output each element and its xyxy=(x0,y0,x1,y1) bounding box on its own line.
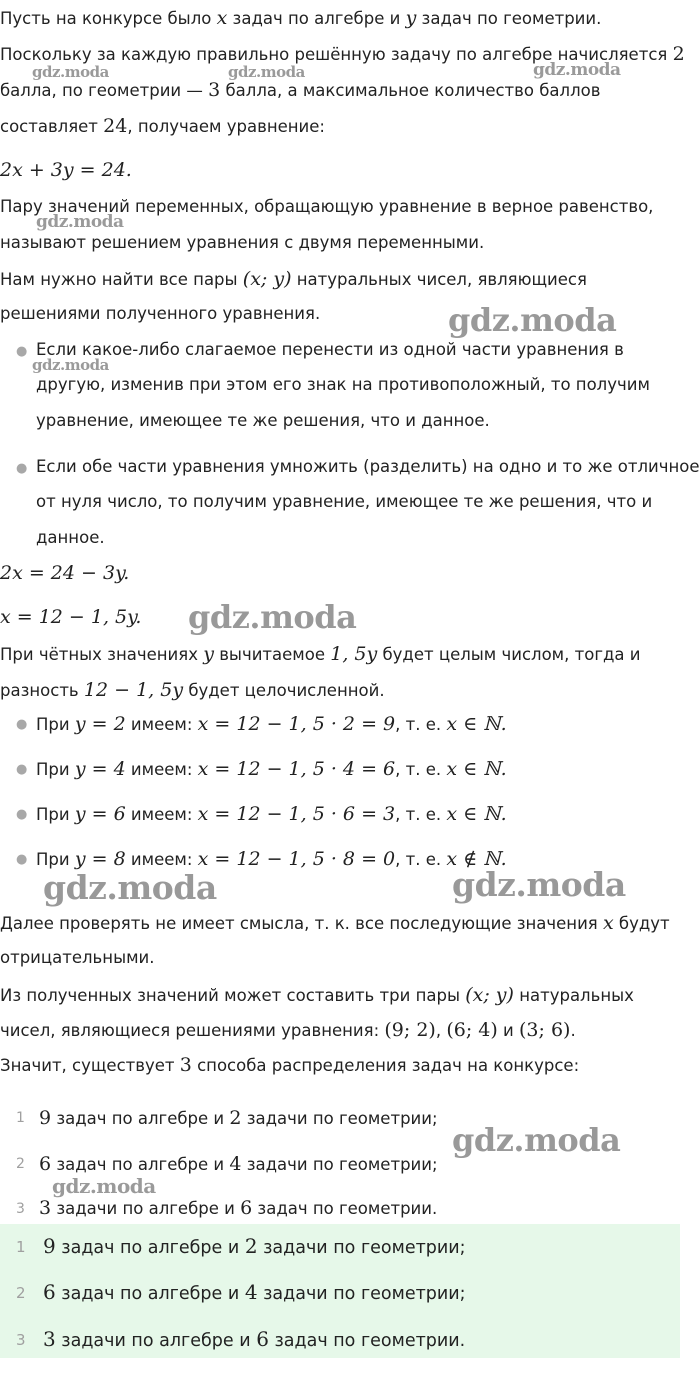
equation-main: 2x + 3y = 24. xyxy=(0,159,132,181)
intro-line-2: Поскольку за каждую правильно решённую задачу по алгебре начисляется 2 xyxy=(0,43,685,65)
rule-2-line-2: от нуля число, то получим уравнение, имеющее те же решения, что и xyxy=(36,492,653,511)
definition-line-1: Пару значений переменных, обращающую уравнение в верное равенство, xyxy=(0,197,654,216)
final-answer-item: 6 задач по алгебре и 4 задачи по геометрии; xyxy=(43,1280,466,1304)
pairs-line-2: чисел, являющиеся решениями уравнения: (9; 2), (6; 4) и (3; 6). xyxy=(0,1019,576,1041)
rule-2-line-1: Если обе части уравнения умножить (разделить) на одно и то же отличное xyxy=(36,457,700,476)
list-number: 2 xyxy=(16,1284,26,1302)
watermark: gdz.moda xyxy=(32,356,109,374)
further-line-2: отрицательными. xyxy=(0,948,155,967)
rule-1-line-3: уравнение, имеющее те же решения, что и данное. xyxy=(36,411,490,430)
task-line-1: Нам нужно найти все пары (x; y) натуральных чисел, являющиеся xyxy=(0,268,587,290)
case-item: При y = 4 имеем: x = 12 − 1, 5 · 4 = 6, т. е. x ∈ ℕ. xyxy=(36,758,507,780)
list-number: 1 xyxy=(16,1110,25,1126)
list-number: 3 xyxy=(16,1331,26,1349)
bullet-icon: ● xyxy=(16,461,28,476)
list-number: 1 xyxy=(16,1238,26,1256)
watermark: gdz.moda xyxy=(188,598,357,636)
watermark: gdz.moda xyxy=(36,212,124,232)
equation-3: x = 12 − 1, 5y. xyxy=(0,606,142,628)
further-line-1: Далее проверять не имеет смысла, т. к. все последующие значения x будут xyxy=(0,912,670,934)
bullet-icon: ● xyxy=(16,807,28,822)
equation-2: 2x = 24 − 3y. xyxy=(0,562,130,584)
definition-line-2: называют решением уравнения с двумя переменными. xyxy=(0,233,485,252)
bullet-icon: ● xyxy=(16,762,28,777)
task-line-2: решениями полученного уравнения. xyxy=(0,304,321,323)
watermark: gdz.moda xyxy=(43,868,217,907)
case-item: При y = 2 имеем: x = 12 − 1, 5 · 2 = 9, т. е. x ∈ ℕ. xyxy=(36,713,507,735)
watermark: gdz.moda xyxy=(452,865,626,904)
rule-2-line-3: данное. xyxy=(36,528,105,547)
intro-line-3: балла, по геометрии — 3 балла, а максимальное количество баллов xyxy=(0,79,601,101)
pairs-line-1: Из полученных значений может составить три пары (x; y) натуральных xyxy=(0,984,634,1006)
final-answer-item: 3 задачи по алгебре и 6 задач по геометрии. xyxy=(43,1327,466,1351)
rule-1-line-2: другую, изменив при этом его знак на противоположный, то получим xyxy=(36,375,650,394)
watermark: gdz.moda xyxy=(228,63,305,81)
watermark: gdz.moda xyxy=(533,60,621,80)
list-number: 2 xyxy=(16,1156,25,1172)
rule-1-line-1: Если какое-либо слагаемое перенести из одной части уравнения в xyxy=(36,340,624,359)
list-number: 3 xyxy=(16,1201,25,1217)
bullet-icon: ● xyxy=(16,852,28,867)
bullet-icon: ● xyxy=(16,717,28,732)
case-item: При y = 6 имеем: x = 12 − 1, 5 · 6 = 3, т. е. x ∈ ℕ. xyxy=(36,803,507,825)
intro-line-1: Пусть на конкурсе было x задач по алгебре и y задач по геометрии. xyxy=(0,7,602,29)
answer-item: 9 задач по алгебре и 2 задачи по геометрии; xyxy=(39,1107,438,1129)
parity-line-2: разность 12 − 1, 5y будет целочисленной. xyxy=(0,679,385,701)
answer-item: 6 задач по алгебре и 4 задачи по геометрии; xyxy=(39,1153,438,1175)
intro-line-4: составляет 24, получаем уравнение: xyxy=(0,115,325,137)
case-item: При y = 8 имеем: x = 12 − 1, 5 · 8 = 0, т. е. x ∉ ℕ. xyxy=(36,848,507,870)
bullet-icon: ● xyxy=(16,344,28,359)
watermark: gdz.moda xyxy=(32,63,109,81)
conclusion-line: Значит, существует 3 способа распределения задач на конкурсе: xyxy=(0,1054,580,1076)
parity-line-1: При чётных значениях y вычитаемое 1, 5y будет целым числом, тогда и xyxy=(0,643,641,665)
watermark: gdz.moda xyxy=(52,1174,156,1198)
answer-item: 3 задачи по алгебре и 6 задач по геометрии. xyxy=(39,1197,438,1219)
final-answer-item: 9 задач по алгебре и 2 задачи по геометрии; xyxy=(43,1234,466,1258)
watermark: gdz.moda xyxy=(452,1121,621,1159)
watermark: gdz.moda xyxy=(448,301,617,339)
